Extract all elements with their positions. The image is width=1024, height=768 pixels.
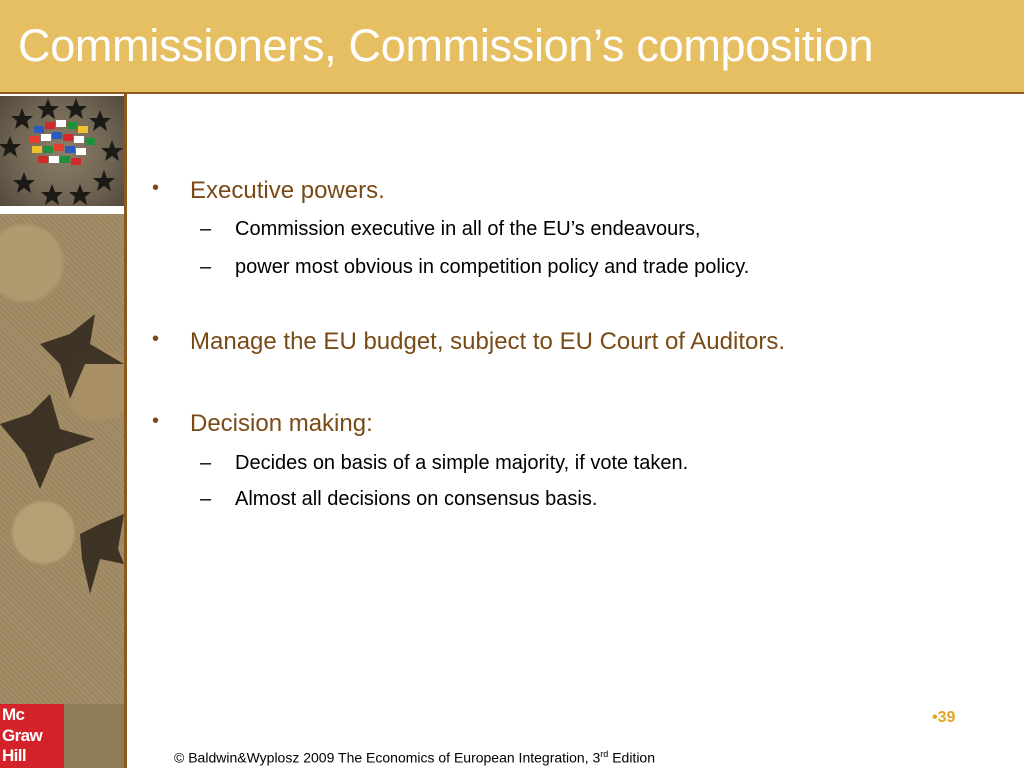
mcgraw-hill-logo [0, 704, 64, 768]
footer-copyright [174, 749, 655, 766]
footer-text: © Baldwin&Wyplosz 2009 The Economics of European Integration, 3 [174, 749, 601, 766]
sub-marker: – [200, 488, 212, 510]
eu-flags-emblem-image [0, 96, 124, 206]
title-bar [0, 0, 1024, 94]
footer-superscript: rd [600, 749, 609, 759]
sub-text: Decides on basis of a simple majority, if vote taken. [235, 452, 689, 474]
logo-line-2: Graw [2, 726, 43, 745]
bullet-marker: • [152, 410, 160, 432]
logo-line-3: Hill [2, 746, 27, 765]
sub-text: Commission executive in all of the EU’s endeavours, [235, 218, 701, 240]
slide-title: Commissioners, Commission’s composition [18, 20, 874, 71]
bullet-text: Executive powers. [190, 177, 385, 204]
bullet-marker: • [152, 328, 160, 350]
sub-text: power most obvious in competition policy and trade policy. [235, 256, 750, 278]
vertical-divider [124, 94, 127, 768]
eu-stars-flags-icon [0, 96, 124, 206]
sub-marker: – [200, 256, 212, 278]
sub-marker: – [200, 452, 212, 474]
bullet-text: Manage the EU budget, subject to EU Court of Auditors. [190, 328, 786, 355]
bullet-marker: • [152, 177, 160, 199]
logo-side-image [64, 704, 124, 768]
sand-starfish-image [0, 214, 124, 704]
sub-text: Almost all decisions on consensus basis. [235, 488, 598, 510]
footer-suffix: Edition [608, 749, 656, 766]
starfish-silhouette-icon [0, 214, 124, 704]
bullet-text: Decision making: [190, 410, 373, 437]
sub-marker: – [200, 218, 212, 240]
logo-line-1: Mc [2, 705, 25, 724]
page-number: •39 [932, 709, 956, 726]
